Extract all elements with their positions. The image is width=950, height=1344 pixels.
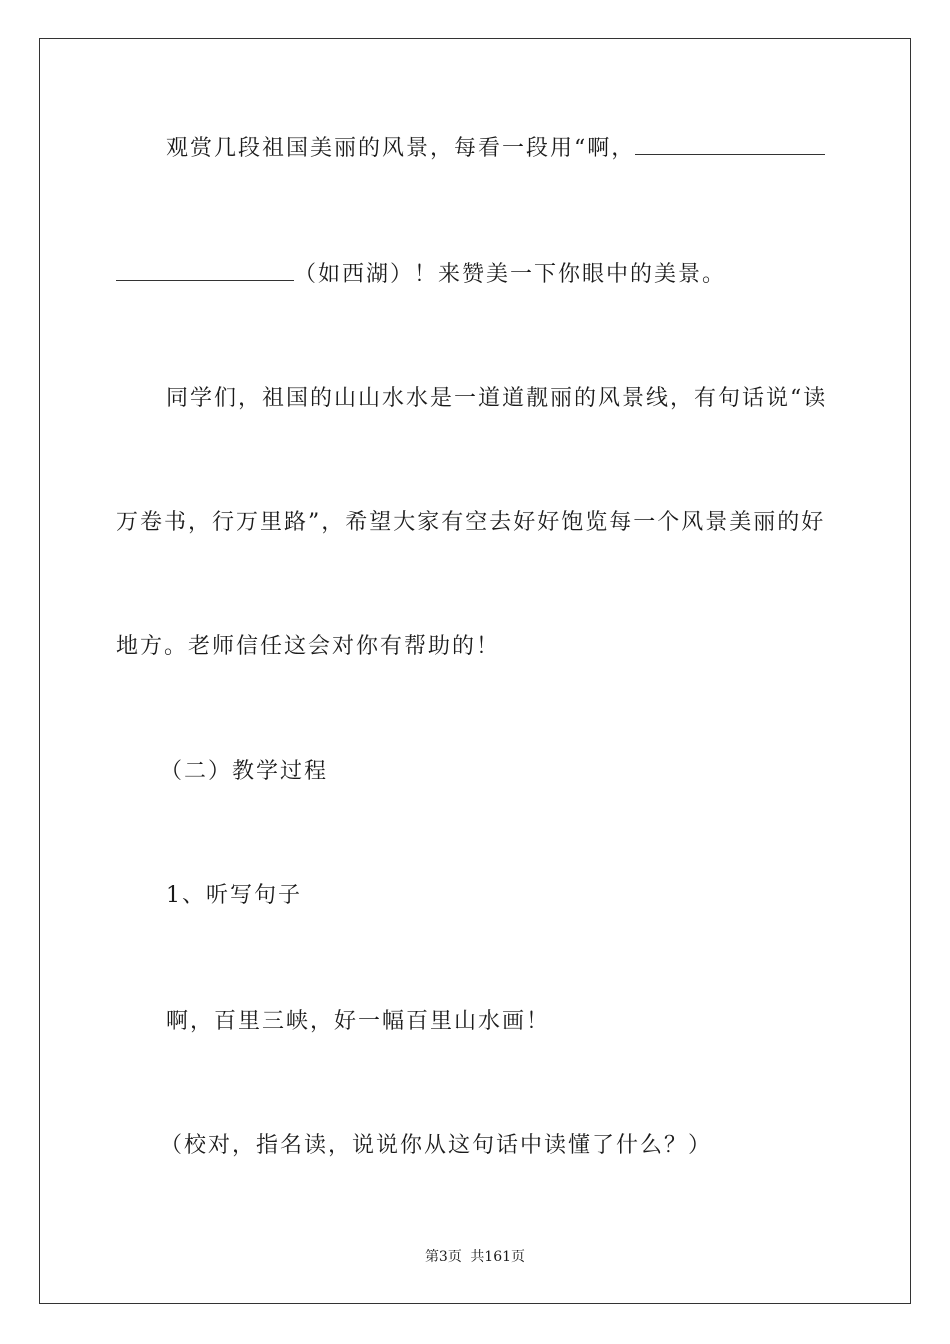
page-number: 第3页 xyxy=(424,1249,462,1265)
paragraph-2-line-3: 地方。老师信任这会对你有帮助的！ xyxy=(116,634,501,659)
fill-in-blank-2 xyxy=(116,260,294,281)
page-footer xyxy=(0,1246,950,1266)
teaching-note: （校对，指名读，说说你从这句话中读懂了什么？） xyxy=(160,1133,713,1158)
paragraph-1-text-1: 观赏几段祖国美丽的风景，每看一段用“啊， xyxy=(166,136,636,161)
page-border xyxy=(39,38,911,1304)
fill-in-blank-1 xyxy=(635,134,825,155)
paragraph-1-line-1 xyxy=(166,134,825,164)
paragraph-2-line-2: 万卷书，行万里路”，希望大家有空去好好饱览每一个风景美丽的好 xyxy=(116,510,826,535)
list-item-1: 1、听写句子 xyxy=(166,883,302,908)
dictation-sentence: 啊，百里三峡，好一幅百里山水画！ xyxy=(166,1009,551,1034)
section-heading: （二）教学过程 xyxy=(160,759,329,784)
paragraph-1-text-2: （如西湖）！来赞美一下你眼中的美景。 xyxy=(294,262,727,287)
page-total: 共161页 xyxy=(470,1249,526,1265)
paragraph-2-line-1: 同学们，祖国的山山水水是一道道靓丽的风景线，有句话说“读 xyxy=(166,386,828,411)
paragraph-1-line-2 xyxy=(116,260,726,290)
